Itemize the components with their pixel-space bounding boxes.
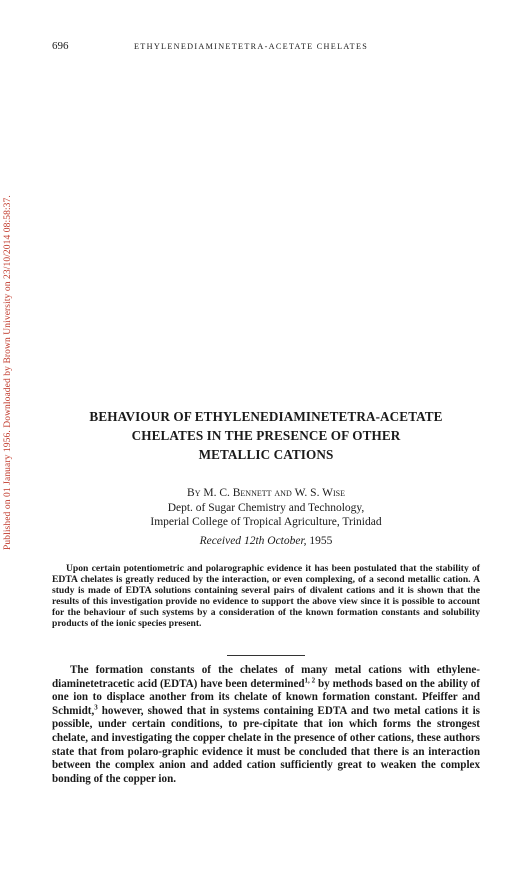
author-conjunction: and [274,487,292,499]
received-day: 12th October, [243,535,307,547]
article-title [52,407,480,464]
received-year: 1955 [309,535,333,547]
affiliation [52,501,480,529]
section-divider [227,655,305,656]
title-line-1: BEHAVIOUR OF ETHYLENEDIAMINETETRA-ACETATE [89,409,443,424]
affiliation-line-1: Dept. of Sugar Chemistry and Technology, [167,502,365,514]
abstract: Upon certain potentiometric and polarographic evidence it has been postulated that the stability of EDTA chelates is greatly reduced by the interaction, or even complexing, of a second metallic cation. A study is made of EDTA solutions containing several pairs of divalent cations and it is shown that the results of this investigation provide no evidence to support the above view since it is possible to account for the behaviour of such systems by a consideration of the known formation constants and solubility products of the ionic species present. [52,563,480,630]
body-text-2: by methods based on the ability of one ion to displace another from its chelate of known formation constant. Pfeiffer and Schmidt, [52,677,481,717]
by-label: By [187,487,201,499]
author-2: W. S. Wise [294,487,345,499]
running-head: ETHYLENEDIAMINETETRA-ACETATE CHELATES [134,42,369,51]
reference-marker-2: 3 [94,703,98,712]
reference-marker-1: 1, 2 [304,675,316,684]
page-number: 696 [52,40,69,52]
body-paragraph [52,664,480,786]
author-1: M. C. Bennett [203,487,272,499]
title-line-2: CHELATES IN THE PRESENCE OF OTHER [131,428,401,443]
received-date [52,535,480,547]
download-watermark [3,140,15,550]
download-watermark-text: Published on 01 January 1956. Downloaded by Brown University on 23/10/2014 08:58:37. [3,195,13,550]
body-text-1: The formation constants of the chelates of many metal cations with ethylene-diaminetetracetic acid (EDTA) have been determined [52,664,480,690]
affiliation-line-2: Imperial College of Tropical Agriculture, Trinidad [150,516,382,528]
title-line-3: METALLIC CATIONS [198,447,334,462]
received-label: Received [199,535,242,547]
body-text-3: however, showed that in systems containing EDTA and two metal cations it is possible, under certain conditions, to pre-cipitate that ion which forms the strongest chelate, and investigating the copper chelate in the presence of other cations, these authors state that from polaro-graphic evidence it must be concluded that there is an interaction between the complex anion and added cation sufficiently great to weaken the complex bonding of the copper ion. [52,704,480,785]
author-byline [52,486,480,501]
